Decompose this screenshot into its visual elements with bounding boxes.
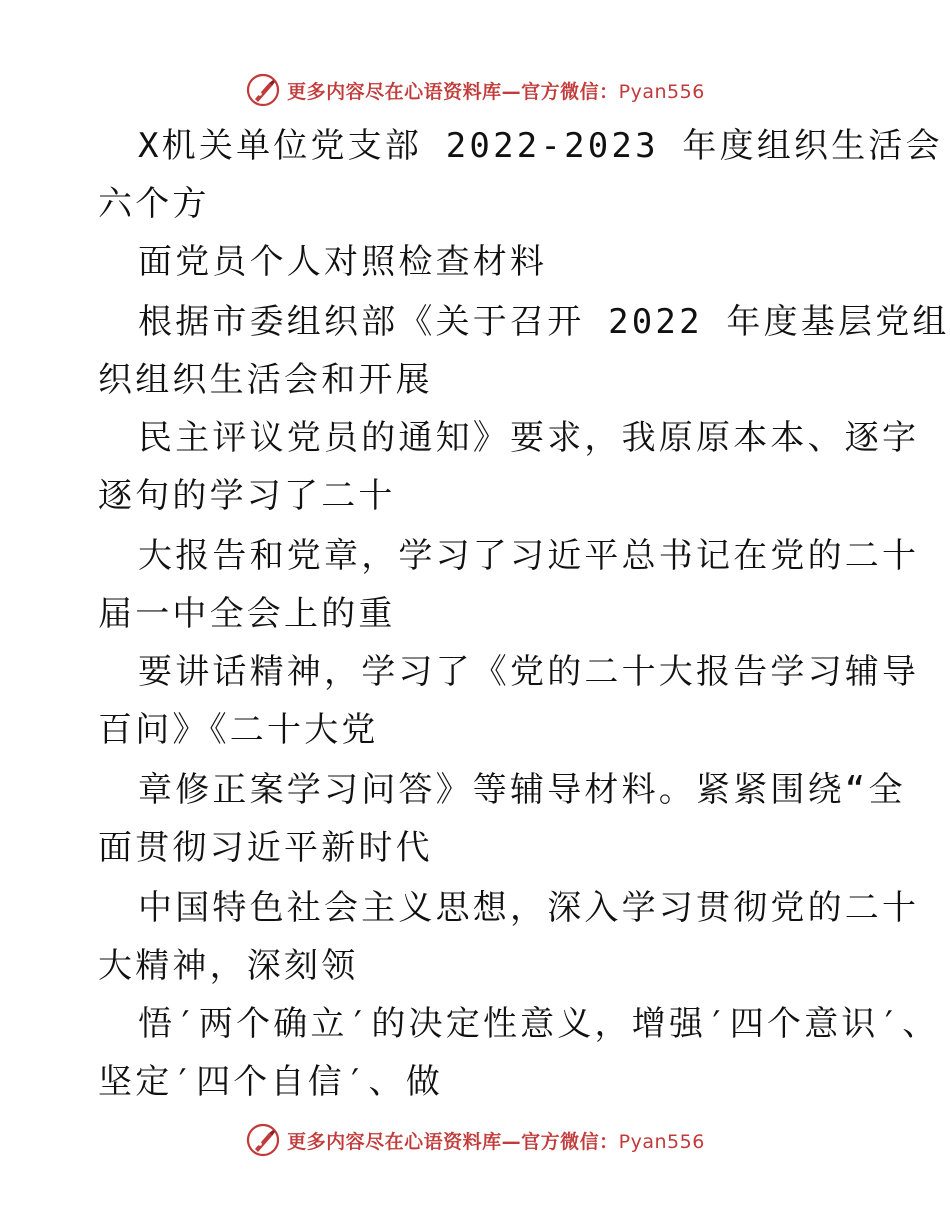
footer-watermark — [0, 1118, 950, 1162]
paragraph-line: 章修正案学习问答》等辅导材料。紧紧围绕“全 — [138, 770, 906, 810]
document-title-line-2: 六个方 — [98, 184, 210, 224]
paragraph-line: 民主评议党员的通知》要求，我原原本本、逐字 — [138, 418, 920, 458]
paragraph-line: 要讲话精神，学习了《党的二十大报告学习辅导 — [138, 652, 920, 692]
paragraph-line: 逐句的学习了二十 — [98, 476, 396, 516]
paragraph-line: 中国特色社会主义思想，深入学习贯彻党的二十 — [138, 888, 920, 928]
document-subtitle: 面党员个人对照检查材料 — [138, 242, 548, 282]
watermark-wechat-id: Pyan556 — [618, 1130, 705, 1153]
paragraph-line: 悟′两个确立′的决定性意义，增强′四个意识′、 — [138, 1004, 940, 1044]
watermark-label: 更多内容尽在心语资料库—官方微信： — [287, 1130, 619, 1153]
paragraph-line: 届一中全会上的重 — [98, 594, 396, 634]
paragraph-line: 大精神，深刻领 — [98, 946, 359, 986]
paragraph-line: 根据市委组织部《关于召开 2022 年度基层党组 — [138, 302, 950, 342]
paragraph-line: 面贯彻习近平新时代 — [98, 828, 433, 868]
document-title-line-1: X机关单位党支部 2022-2023 年度组织生活会 — [138, 126, 943, 166]
paragraph-line: 百问》《二十大党 — [98, 710, 379, 750]
paragraph-line: 坚定′四个自信′、做 — [98, 1062, 443, 1102]
paragraph-line: 大报告和党章，学习了习近平总书记在党的二十 — [138, 536, 920, 576]
paragraph-line: 织组织生活会和开展 — [98, 360, 433, 400]
watermark-label: 更多内容尽在心语资料库—官方微信： — [287, 80, 619, 103]
watermark-text — [287, 1127, 705, 1154]
watermark-wechat-id: Pyan556 — [618, 80, 705, 103]
pen-nib-logo-icon — [245, 1122, 281, 1158]
